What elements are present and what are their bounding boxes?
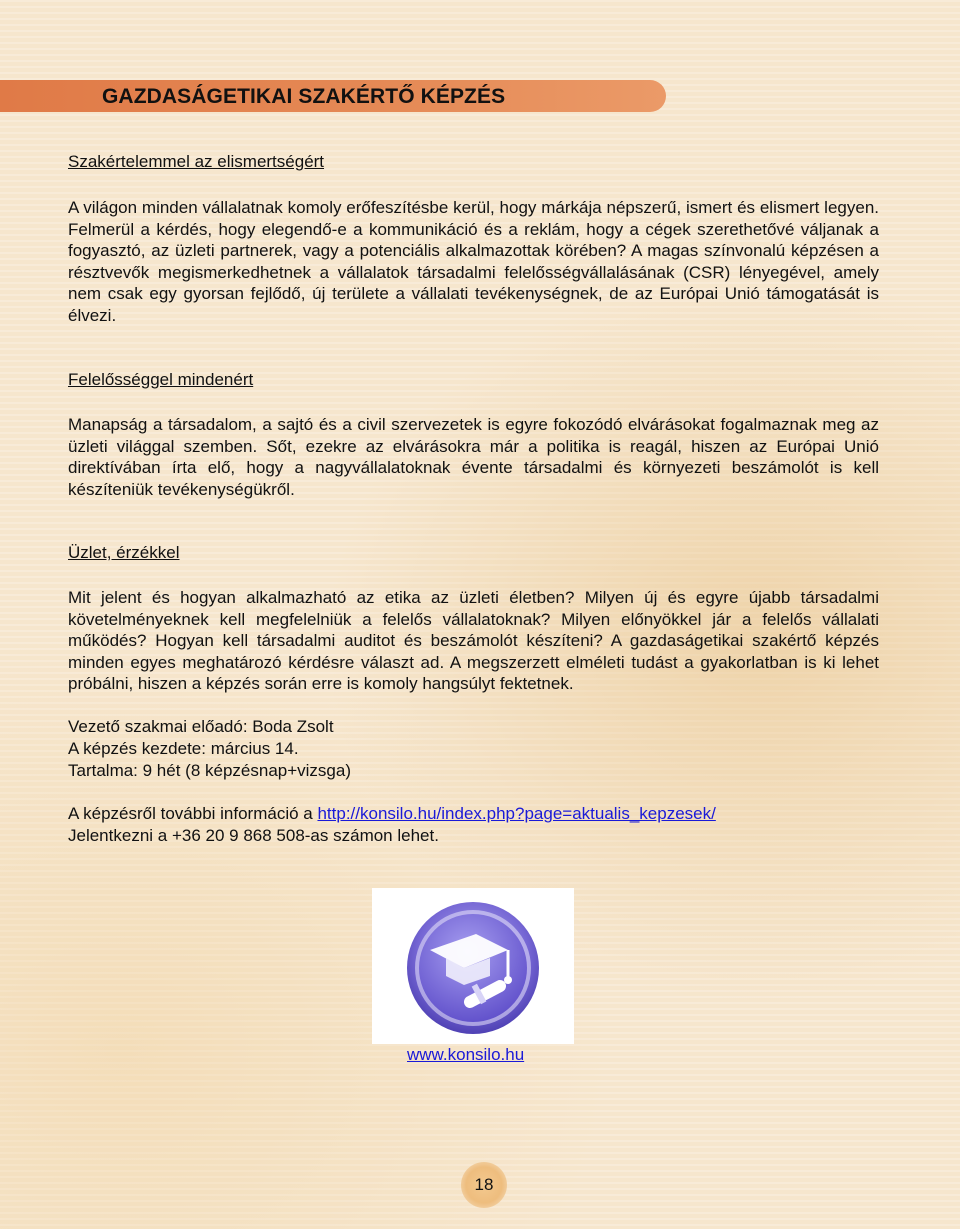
title-banner xyxy=(0,80,666,112)
page-number: 18 xyxy=(461,1162,507,1208)
info-line xyxy=(68,803,716,825)
website-link[interactable]: www.konsilo.hu xyxy=(407,1045,525,1064)
page-title: GAZDASÁGETIKAI SZAKÉRTŐ KÉPZÉS xyxy=(102,85,506,108)
section-heading: Szakértelemmel az elismertségért xyxy=(68,152,325,171)
info-prefix: A képzésről további információ a xyxy=(68,804,318,823)
duration-line: Tartalma: 9 hét (8 képzésnap+vizsga) xyxy=(68,761,352,780)
info-url-link[interactable]: http://konsilo.hu/index.php?page=aktualis_kepzesek/ xyxy=(317,804,716,823)
graduation-cap-diploma-icon xyxy=(372,888,574,1044)
section-paragraph: Manapság a társadalom, a sajtó és a civil szervezetek is egyre fokozódó elvárásokat fogalmaznak meg az üzleti világgal szemben. Sőt, ezekre az elvárásokra már a politika is reagál, hiszen az Európai Unió direktívában írta elő, hogy a nagyvállalatoknak évente társadalmi és környezeti beszámolót is kell készíteniük tevékenységükről. xyxy=(68,415,879,499)
section-heading: Üzlet, érzékkel xyxy=(68,543,180,562)
lecturer-line: Vezető szakmai előadó: Boda Zsolt xyxy=(68,717,334,736)
konsilo-logo xyxy=(372,888,574,1044)
start-date-line: A képzés kezdete: március 14. xyxy=(68,739,299,758)
section-paragraph: A világon minden vállalatnak komoly erőfeszítésbe kerül, hogy márkája népszerű, ismert és elismert legyen. Felmerül a kérdés, hogy elegendő-e a kommunikáció és a reklám, hogy a cégek szerethetővé váljanak a fogyasztó, az üzleti partnerek, vagy a potenciális alkalmazottak körében? A magas színvonalú képzésen a résztvevők megismerkedhetnek a vállalatok társadalmi felelősségvállalásának (CSR) lényegével, amely nem csak egy gyorsan fejlődő, új területe a vállalati tevékenységnek, de az Európai Unió támogatását is élvezi. xyxy=(68,198,879,325)
section-heading: Felelősséggel mindenért xyxy=(68,370,254,389)
apply-line: Jelentkezni a +36 20 9 868 508-as számon lehet. xyxy=(68,826,439,845)
section-paragraph: Mit jelent és hogyan alkalmazható az etika az üzleti életben? Milyen új és egyre újabb társadalmi követelményeknek kell megfelelniük a felelős vállalatoknak? Milyen előnyökkel jár a felelős vállalati működés? Hogyan kell társadalmi auditot és beszámolót készíteni? A gazdaságetikai szakértő képzés minden egyes meghatározó kérdésre választ ad. A megszerzett elméleti tudást a gyakorlatban is ki lehet próbálni, hiszen a képzés során erre is komoly hangsúlyt fektetnek. xyxy=(68,588,879,694)
